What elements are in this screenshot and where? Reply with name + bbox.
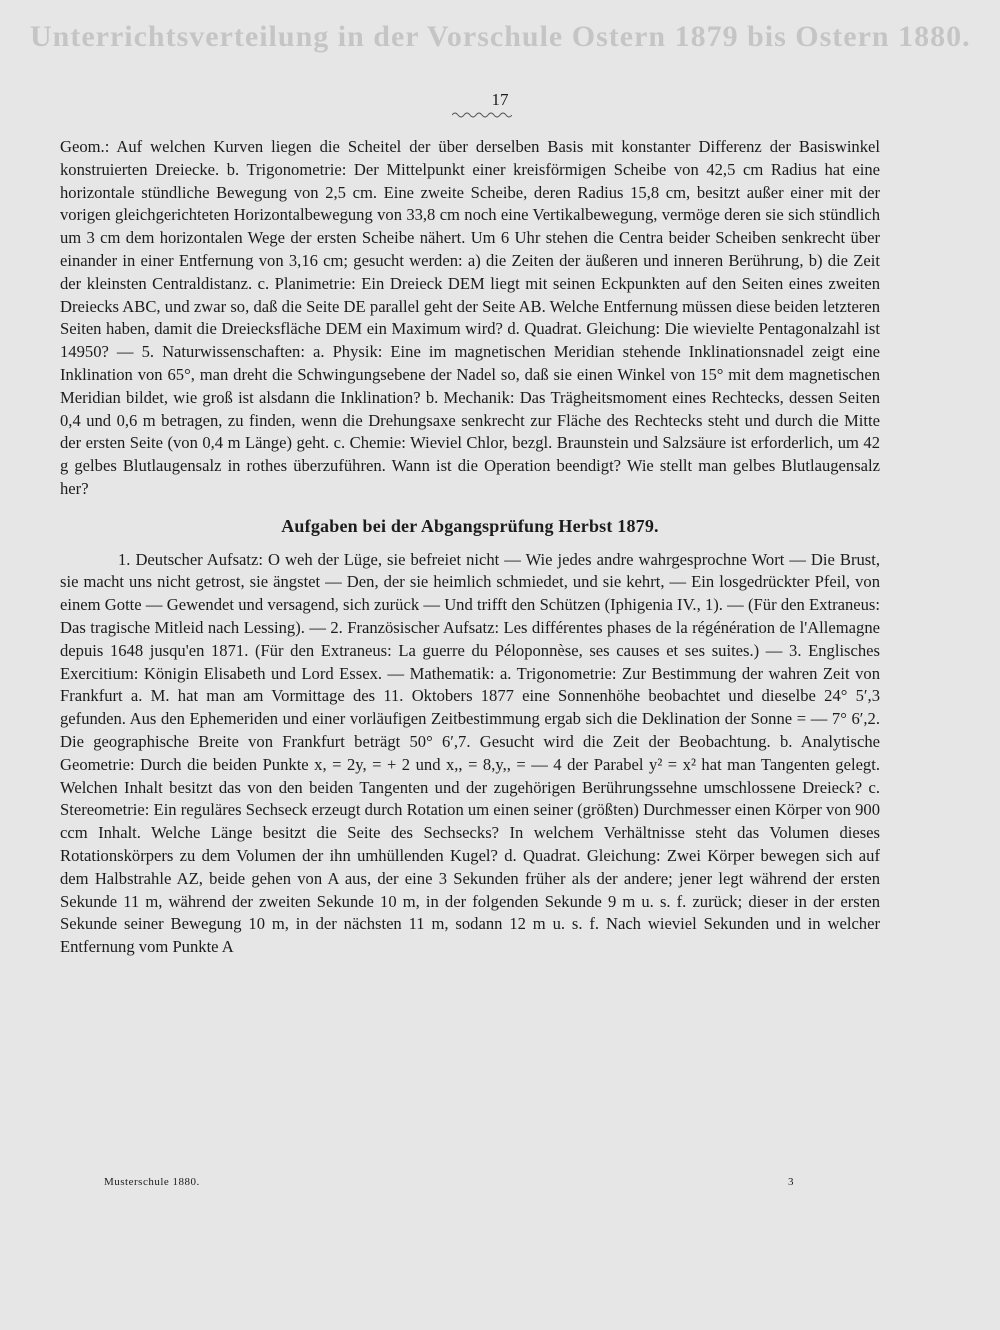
page-body [60, 136, 880, 959]
bleed-through-header [0, 0, 1000, 70]
footer-sheet-number: 3 [788, 1176, 794, 1188]
page-number: 17 [491, 90, 509, 109]
section-heading: Aufgaben bei der Abgangsprüfung Herbst 1879. [281, 515, 659, 536]
footer-signature: Musterschule 1880. [104, 1176, 200, 1188]
bleed-through-title: Unterrichtsverteilung in der Vorschule Ostern 1879 bis Ostern 1880. [30, 20, 971, 53]
exercise-paragraph-continued: Geom.: Auf welchen Kurven liegen die Scheitel der über derselben Basis mit konstanter Differenz der Basiswinkel konstruierten Dreiecke. b. Trigonometrie: Der Mittelpunkt einer kreisförmigen Scheibe von 42,5 cm Radius hat eine horizontale stündliche Bewegung von 2,5 cm. Eine zweite Scheibe, deren Radius 15,8 cm, besitzt außer einer mit der vorigen gleichgerichteten Horizontalbewegung von 33,8 cm noch eine Vertikalbewegung, vermöge deren sie sich stündlich um 3 cm dem horizontalen Wege der ersten Scheibe nähert. Um 6 Uhr stehen die Centra beider Scheiben senkrecht über einander in einer Entfernung von 3,16 cm; gesucht werden: a) die Zeiten der äußeren und inneren Berührung, b) die Zeit der kleinsten Centraldistanz. c. Planimetrie: Ein Dreieck DEM liegt mit seinen Eckpunkten auf den Seiten eines zweiten Dreiecks ABC, und zwar so, daß die Seite DE parallel geht der Seite AB. Welche Entfernung müssen diese beiden letzteren Seiten haben, damit die Dreiecksfläche DEM ein Maximum wird? d. Quadrat. Gleichung: Die wievielte Pentagonalzahl ist 14950? — 5. Naturwissenschaften: a. Physik: Eine im magnetischen Meridian stehende Inklinationsnadel zeigt eine Inklination von 65°, man dreht die Schwingungsebene der Nadel so, daß sie einen Winkel von 15° mit dem magnetischen Meridian bildet, wie groß ist alsdann die Inklination? b. Mechanik: Das Trägheitsmoment eines Rechtecks, dessen Seiten 0,4 und 0,6 m betragen, zu finden, wenn die Drehungsaxe senkrecht zur Fläche des Rechtecks steht und durch die Mitte der ersten Seite (von 0,4 m Länge) geht. c. Chemie: Wieviel Chlor, bezgl. Braunstein und Salzsäure ist erforderlich, um 42 g gelbes Blutlaugensalz in rothes überzuführen. Wann ist die Operation beendigt? Wie stellt man gelbes Blutlaugensalz her? [60, 137, 880, 498]
exam-tasks-paragraph: 1. Deutscher Aufsatz: O weh der Lüge, sie befreiet nicht — Wie jedes andre wahrgesprochne Wort — Die Brust, sie macht uns nicht getrost, sie ängstet — Den, der sie heimlich schmiedet, und sie kehrt, — Ein losgedrückter Pfeil, von einem Gotte — Gewendet und versagend, sich zurück — Und trifft den Schützen (Iphigenia IV., 1). — (Für den Extraneus: Das tragische Mitleid nach Lessing). — 2. Französischer Aufsatz: Les différentes phases de la régénération de l'Allemagne depuis 1648 jusqu'en 1871. (Für den Extraneus: La guerre du Péloponnèse, ses causes et ses suites.) — 3. Englisches Exercitium: Königin Elisabeth und Lord Essex. — Mathematik: a. Trigonometrie: Zur Bestimmung der wahren Zeit von Frankfurt a. M. hat man am Vormittage des 11. Oktobers 1877 eine Sonnenhöhe beobachtet und dieselbe 24° 5′,3 gefunden. Aus den Ephemeriden und einer vorläufigen Zeitbestimmung ergab sich die Deklination der Sonne = — 7° 6′,2. Die geographische Breite von Frankfurt beträgt 50° 6′,7. Gesucht wird die Zeit der Beobachtung. b. Analytische Geometrie: Durch die beiden Punkte x, = 2y, = + 2 und x,, = 8,y,, = — 4 der Parabel y² = x² hat man Tangenten gelegt. Welchen Inhalt besitzt das von den beiden Tangenten und der zugehörigen Berührungssehne umschlossene Dreieck? c. Stereometrie: Ein reguläres Sechseck erzeugt durch Rotation um einen seiner (größten) Durchmesser einen Körper von 900 ccm Inhalt. Welche Länge besitzt die Seite des Sechsecks? In welchem Verhältnisse steht das Volumen dieses Rotationskörpers zu dem Volumen der ihn umhüllenden Kugel? d. Quadrat. Gleichung: Zwei Körper bewegen sich auf dem Halbstrahle AZ, beide gehen von A aus, der eine 3 Sekunden früher als der andere; jener legt während der ersten Sekunde 11 m, während der zweiten Sekunde 10 m, in der folgenden Sekunde 9 m u. s. f. zurück; dieser in der ersten Sekunde seiner Bewegung 10 m, in der nächsten 11 m, sodann 12 m u. s. f. Nach wieviel Sekunden und in welcher Entfernung vom Punkte A [60, 549, 880, 957]
ornament-squiggle [452, 111, 512, 119]
